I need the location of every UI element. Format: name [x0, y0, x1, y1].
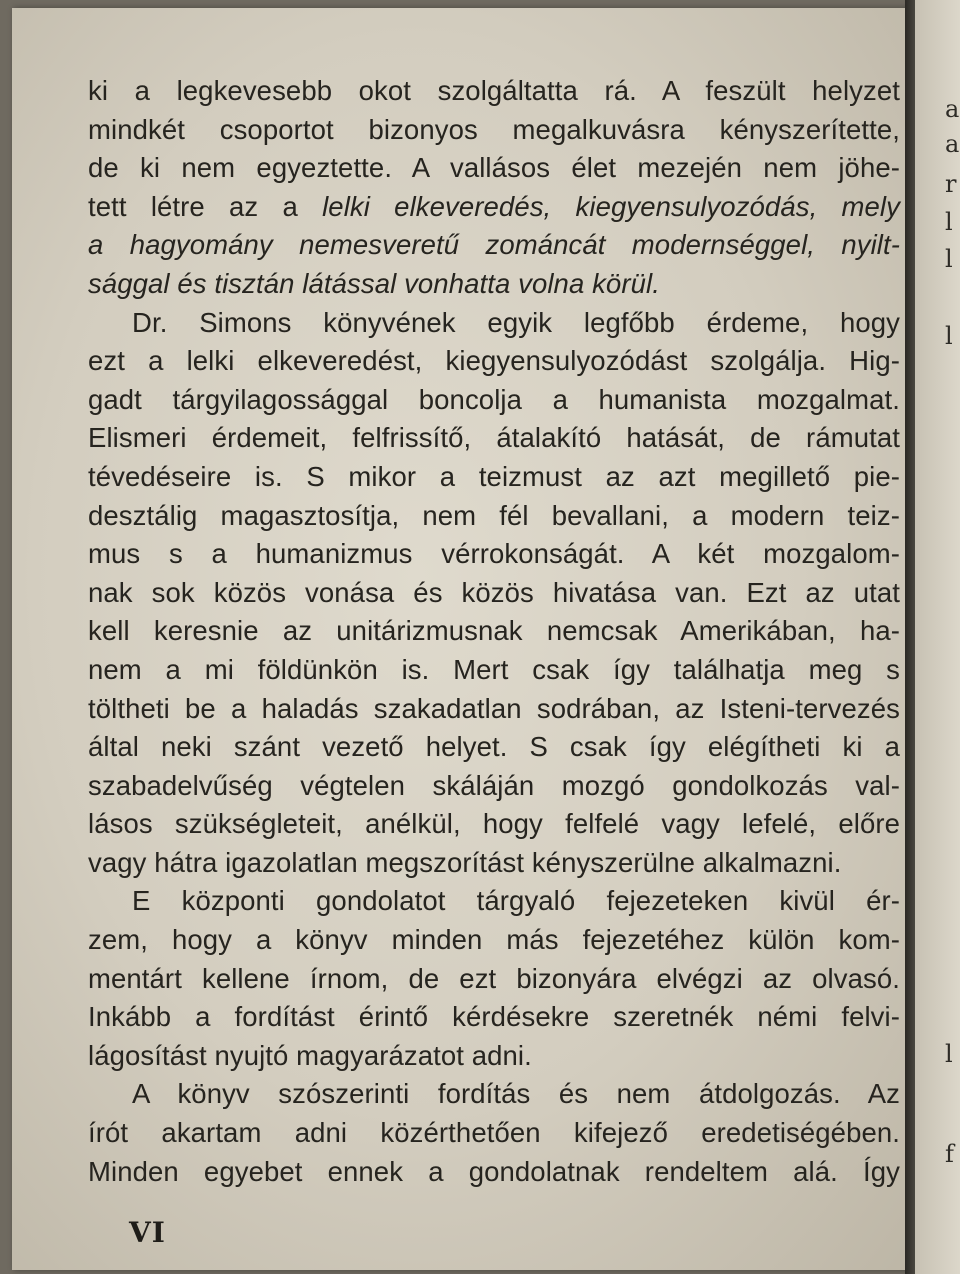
- text-line: ezt a lelki elkeveredést, kiegyensulyozódást szolgálja. Hig-: [88, 345, 900, 377]
- margin-glyph: l: [945, 1040, 953, 1068]
- page-number: VI: [129, 1216, 166, 1249]
- text-line: a hagyomány nemesveretű zománcát modernséggel, nyilt-: [88, 229, 900, 261]
- text-line: lágosítást nyujtó magyarázatot adni.: [88, 1039, 532, 1071]
- margin-glyph: l: [945, 208, 953, 236]
- text-line: E központi gondolatot tárgyaló fejezeteken kivül ér-: [132, 885, 900, 917]
- book-page: [12, 8, 912, 1270]
- text-line: töltheti be a haladás szakadatlan sodrában, az Isteni-tervezés: [88, 692, 900, 724]
- adjacent-page-edge: [915, 0, 960, 1274]
- text-line: sággal és tisztán látással vonhatta volna körül.: [88, 267, 660, 299]
- text-line: mus s a humanizmus vérrokonságát. A két mozgalom-: [88, 538, 900, 570]
- text-line: Inkább a fordítást érintő kérdésekre szeretnék némi felvi-: [88, 1001, 900, 1033]
- margin-glyph: l: [945, 245, 953, 273]
- text-line: szabadelvűség végtelen skáláján mozgó gondolkozás val-: [88, 769, 900, 801]
- text-line: desztálig magasztosítja, nem fél bevallani, a modern teiz-: [88, 499, 900, 531]
- text-run: tett létre az a: [88, 190, 323, 222]
- text-line: kell keresnie az unitárizmusnak nemcsak Amerikában, ha-: [88, 615, 900, 647]
- text-line: írót akartam adni közérthetően kifejező eredetiségében.: [88, 1117, 900, 1149]
- margin-glyph: f: [945, 1140, 954, 1168]
- margin-glyph: l: [945, 322, 953, 350]
- text-line: Minden egyebet ennek a gondolatnak rendeltem alá. Így: [88, 1155, 900, 1187]
- text-line: mindkét csoportot bizonyos megalkuvásra kényszerítette,: [88, 113, 900, 145]
- text-line: Elismeri érdemeit, felfrissítő, átalakító hatását, de rámutat: [88, 422, 900, 454]
- margin-glyph: a: [945, 95, 960, 123]
- text-line: vagy hátra igazolatlan megszorítást kényszerülne alkalmazni.: [88, 846, 842, 878]
- text-line: tévedéseire is. S mikor a teizmust az azt megillető pie-: [88, 460, 900, 492]
- text-line: zem, hogy a könyv minden más fejezetéhez külön kom-: [88, 924, 900, 956]
- text-line: nem a mi földünkön is. Mert csak így találhatja meg s: [88, 653, 900, 685]
- text-line: ki a legkevesebb okot szolgáltatta rá. A feszült helyzet: [88, 75, 900, 106]
- text-line: lásos szükségleteit, anélkül, hogy felfelé vagy lefelé, előre: [88, 808, 900, 840]
- text-run: lelki elkeveredés, kiegyensulyozódás, mely: [322, 190, 900, 222]
- text-line: nak sok közös vonása és közös hivatása van. Ezt az utat: [88, 576, 900, 608]
- body-text: [88, 72, 900, 1191]
- text-line: gadt tárgyilagossággal boncolja a humanista mozgalmat.: [88, 383, 900, 415]
- text-line: A könyv szószerinti fordítás és nem átdolgozás. Az: [132, 1078, 900, 1110]
- book-gutter: [905, 0, 915, 1274]
- text-line: által neki szánt vezető helyet. S csak így elégítheti ki a: [88, 731, 900, 763]
- margin-glyph: a: [945, 130, 960, 158]
- text-line: Dr. Simons könyvének egyik legfőbb érdeme, hogy: [132, 306, 900, 338]
- text-line: [88, 188, 900, 227]
- text-line: mentárt kellene írnom, de ezt bizonyára elvégzi az olvasó.: [88, 962, 900, 994]
- margin-glyph: r: [945, 170, 957, 198]
- text-line: de ki nem egyeztette. A vallásos élet mezején nem jöhe-: [88, 152, 900, 184]
